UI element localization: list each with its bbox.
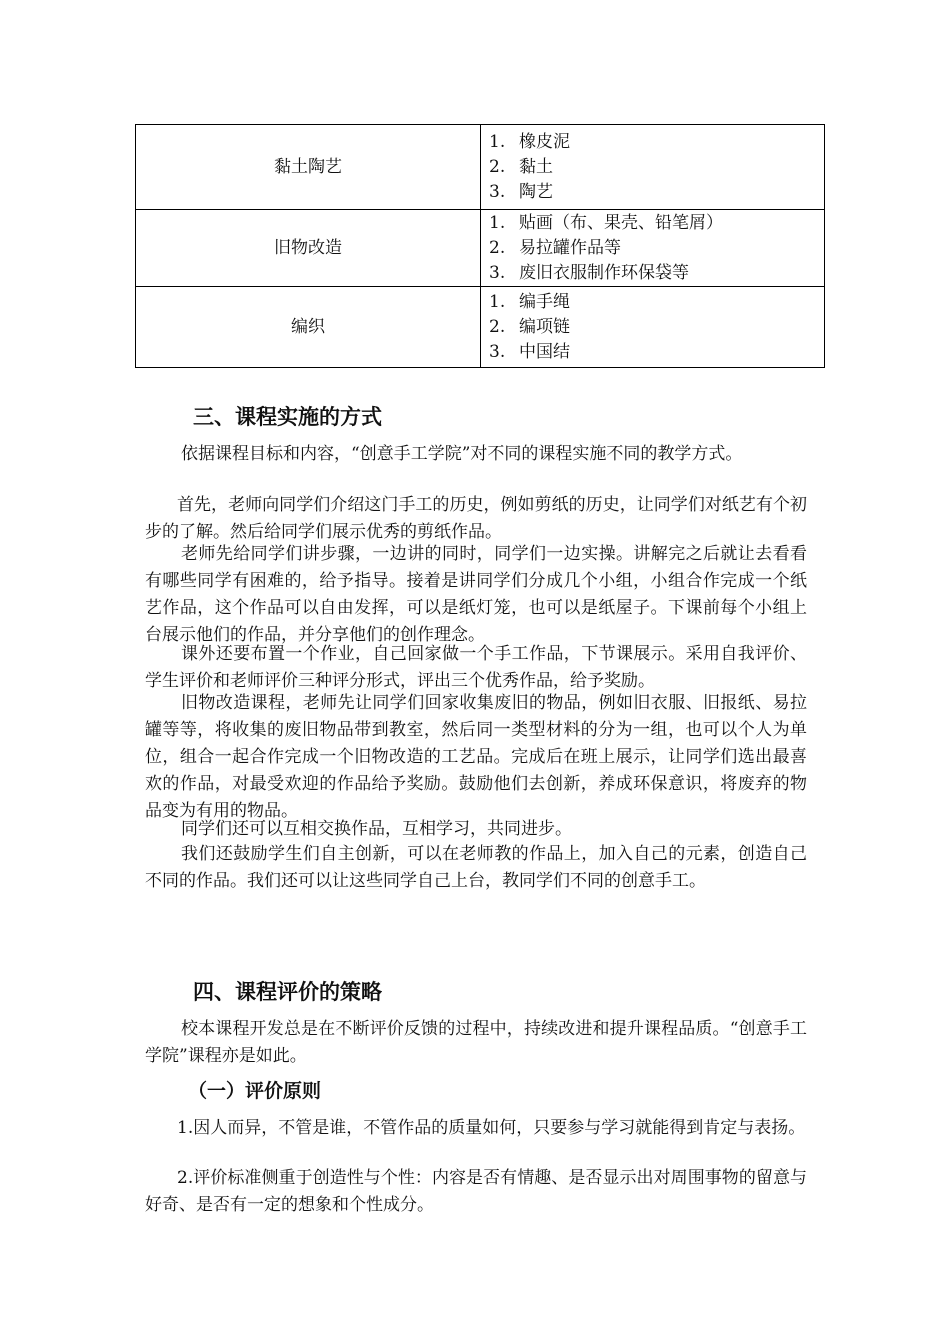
- list-item: [489, 211, 824, 236]
- item-text: 贴画（布、果壳、铅笔屑）: [519, 212, 723, 233]
- item-number: 2.: [489, 316, 506, 337]
- item-number: 1.: [489, 291, 506, 312]
- item-text: 编项链: [519, 316, 570, 337]
- list-item: [489, 180, 824, 205]
- paragraph: 旧物改造课程，老师先让同学们回家收集废旧的物品，例如旧衣服、旧报纸、易拉罐等等，将收集的废旧物品带到教室，然后同一类型材料的分为一组，也可以个人为单位，组合一起合作完成一个旧物改造的工艺品。完成后在班上展示，让同学们选出最喜欢的作品，对最受欢迎的作品给予奖励。鼓励他们去创新，养成环保意识，将废弃的物品变为有用的物品。: [145, 693, 807, 821]
- paragraph: 老师先给同学们讲步骤，一边讲的同时，同学们一边实操。讲解完之后就让去看看有哪些同学有困难的，给予指导。接着是讲同学们分成几个小组，小组合作完成一个纸艺作品，这个作品可以自由发挥，可以是纸灯笼，也可以是纸屋子。下课前每个小组上台展示他们的作品，并分享他们的创作理念。: [145, 544, 807, 645]
- category-cell: 旧物改造: [136, 210, 481, 287]
- paragraph: 同学们还可以互相交换作品，互相学习，共同进步。: [181, 819, 572, 839]
- category-cell: 编织: [136, 287, 481, 368]
- item-number: 3.: [489, 262, 506, 283]
- items-cell: [481, 287, 825, 368]
- item-number: 1.: [489, 212, 506, 233]
- item-text: 橡皮泥: [519, 131, 570, 152]
- item-number: 1.: [489, 131, 506, 152]
- table-row: [136, 210, 825, 287]
- item-text: 中国结: [519, 341, 570, 362]
- course-content-table: [135, 124, 825, 368]
- paragraph: 依据课程目标和内容，“创意手工学院”对不同的课程实施不同的教学方式。: [181, 444, 743, 464]
- item-number: 2.: [489, 156, 506, 177]
- list-item: [489, 315, 824, 340]
- list-item: [489, 290, 824, 315]
- item-text: 废旧衣服制作环保袋等: [519, 262, 689, 283]
- paragraph: 首先，老师向同学们介绍这门手工的历史，例如剪纸的历史，让同学们对纸艺有个初步的了解。然后给同学们展示优秀的剪纸作品。: [145, 495, 807, 542]
- section-heading-evaluation: 四、课程评价的策略: [193, 980, 382, 1004]
- table-row: [136, 125, 825, 210]
- items-cell: [481, 210, 825, 287]
- list-item: [489, 155, 824, 180]
- item-text: 陶艺: [519, 181, 553, 202]
- item-number: 3.: [489, 341, 506, 362]
- items-cell: [481, 125, 825, 210]
- item-number: 3.: [489, 181, 506, 202]
- item-text: 黏土: [519, 156, 553, 177]
- list-item: [489, 340, 824, 365]
- item-text: 易拉罐作品等: [519, 237, 621, 258]
- principle-item: 1.因人而异，不管是谁，不管作品的质量如何，只要参与学习就能得到肯定与表扬。: [177, 1118, 806, 1138]
- table-row: [136, 287, 825, 368]
- list-item: [489, 130, 824, 155]
- principle-item: 2.评价标准侧重于创造性与个性：内容是否有情趣、是否显示出对周围事物的留意与好奇、是否有一定的想象和个性成分。: [145, 1168, 807, 1215]
- item-text: 编手绳: [519, 291, 570, 312]
- subsection-heading-principles: （一）评价原则: [188, 1080, 322, 1102]
- list-item: [489, 261, 824, 286]
- section-heading-implementation: 三、课程实施的方式: [193, 405, 382, 429]
- paragraph: 校本课程开发总是在不断评价反馈的过程中，持续改进和提升课程品质。“创意手工学院”课程亦是如此。: [145, 1019, 807, 1066]
- category-cell: 黏土陶艺: [136, 125, 481, 210]
- paragraph: 课外还要布置一个作业，自己回家做一个手工作品，下节课展示。采用自我评价、学生评价和老师评价三种评分形式，评出三个优秀作品，给予奖励。: [145, 644, 807, 691]
- list-item: [489, 236, 824, 261]
- item-number: 2.: [489, 237, 506, 258]
- paragraph: 我们还鼓励学生们自主创新，可以在老师教的作品上，加入自己的元素，创造自己不同的作品。我们还可以让这些同学自己上台，教同学们不同的创意手工。: [145, 844, 807, 891]
